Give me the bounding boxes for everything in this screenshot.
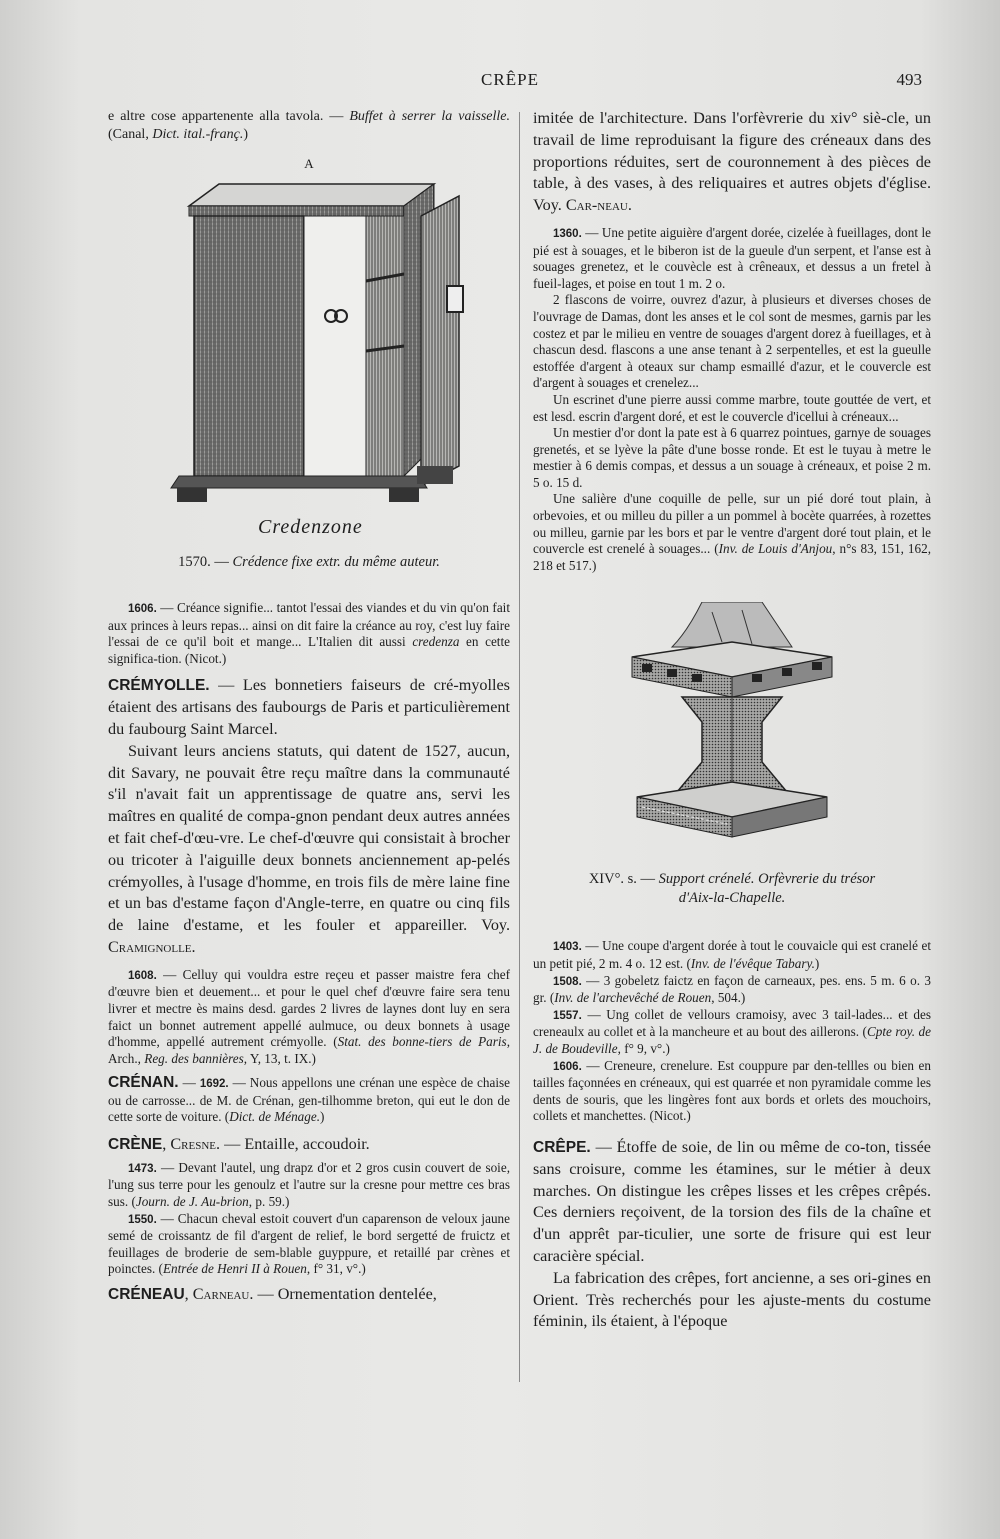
entry-1557: 1557. — Ung collet de vellours cramoisy, avec 3 tail-lades... et des creneaulx au collet et à la mancheure et au bout des aillerons. (Cpte roy. de J. de Boudeville, f° 9, v°.) xyxy=(533,1006,931,1057)
credence-cabinet-illustration xyxy=(149,176,469,516)
entry-1360: 1360. — Une petite aiguière d'argent dorée, cizelée à fueillages, dont le pié est à souages, et le biberon ist de la gueule d'un serpent, et l'anse est à souages grenetez, et le couvècle est à crêneaux, et dessus a un fretel à fueil-lages, et poise en tout 1 m. 2 o. xyxy=(533,224,931,291)
entry-1403: 1403. — Une coupe d'argent dorée à tout le couvaicle qui est cranelé et un petit pié, 2 m. 4 o. 12 est. (Inv. de l'évêque Tabary.) xyxy=(533,938,931,972)
figure-inscription: Credenzone xyxy=(258,516,363,538)
intro-paragraph: e altre cose appartenente alla tavola. — Buffet à serrer la vaisselle. (Canal, Dict. ital.-franç.) xyxy=(108,109,510,142)
headword-creneau: CRÉNEAU, Carneau. — Ornementation dentelée, xyxy=(108,1285,437,1304)
crepe-paragraph: La fabrication des crêpes, fort ancienne, a ses ori-gines en Orient. Très recherchés pour les ajuste-ments du costume féminin, ils étaient, à l'époque xyxy=(533,1268,931,1331)
figure-caption-support: XIV°. s. — Support crénelé. Orfèvrerie du trésor xyxy=(588,871,876,888)
cremyolle-paragraph: Suivant leurs anciens statuts, qui datent de 1527, aucun, dit Savary, ne pouvait être reçu maître dans la communauté s'il n'avait fait un apprentissage de quatre ans, servi les maîtres en qualité de compa-gnon pendant deux autres années et fait chef-d'œu-vre. Le chef-d'œuvre qui consistait à brocher ou tricoter à l'aiguille deux bonnets anciennement ap-pelés crémyolles, à l'usage d'homme, en trois fils de mère laine fine et un bas d'estame façon d'Angle-terre, en quatre ou cinq fils de laine d'estame, et les fouler et appareiller. Voy. Cramignolle. xyxy=(108,741,510,956)
entry-1606-left: 1606. — Créance signifie... tantot l'essai des viandes et du vin qu'on fait aux princes à leurs repas... ainsi on dit faire la créance au roy, c'est luy faire l'essai de ce qu'il boit et mange... L'Italien dit aussi credenza en cette significa-tion. (Nicot.) xyxy=(108,600,510,666)
entry-1606-right: 1606. — Creneure, crenelure. Est couppure par den-tellles ou bien en tailles façonnées en créneaux, qui est quarrée et non pyramidale comme les dents de souris, que les lingères font aux bords et orlets des mouchoirs, collets et manchettes. (Nicot.) xyxy=(533,1057,931,1124)
crenellated-support-illustration xyxy=(612,602,852,852)
left-column xyxy=(108,108,510,1306)
right-column xyxy=(533,108,931,1333)
entry-1608: 1608. — Celluy qui vouldra estre reçeu et passer maistre fera chef d'œuvre bien et deuement... et pour le quel chef d'œuvre faire sera tenu livrer et mectre ès mains desd. gardes 2 livres de laynes dont luy en sera faict un bonnet autrement appellé aulmuce, ou deux bonnets à usage d'homme, appellé autrement crémyolle. (Stat. des bonne-tiers de Paris, Arch., Reg. des bannières, Y, 13, t. IX.) xyxy=(108,966,510,1066)
entry-1550: 1550. — Chacun cheval estoit couvert d'un caparenson de veloux jaune semé de croissantz de fil d'argent de relief, le bord sergetté de fruictz et feuillages de broderie de sem-blable guyppure, et retaillé par crènes et poinctes. (Entrée de Henri II à Rouen, f° 31, v°.) xyxy=(108,1210,510,1277)
creneau-continuation: imitée de l'architecture. Dans l'orfèvrerie du xiv° siè-cle, un travail de lime reproduisant la figure des créneaux dans des proportions réduites, sert de couronnement à des pièces de table, à des vases, à des reliquaires et autres objets d'église. Voy. Car-neau. xyxy=(533,109,931,215)
entry-1473: 1473. — Devant l'autel, ung drapz d'or et 2 gros cusin couvert de soie, l'ung sus terre pour les genoulz et l'autre sur la cresne pour mettre ces bras sus. (Journ. de J. Au-brion, p. 59.) xyxy=(108,1159,510,1210)
headword-cremyolle: CRÉMYOLLE. — Les bonnetiers faiseurs de cré-myolles étaient des artisans des faubourgs de Paris et particulièrement du faubourg Saint Marcel. xyxy=(108,676,510,738)
headword-crenan: CRÉNAN. — 1692. — Nous appellons une crénan une espèce de chaise ou de carrosse... de M. de Crénan, gen-tilhomme breton, qui eut le don de cette sorte de voiture. (Dict. de Ménage.) xyxy=(108,1074,511,1125)
entry-1508: 1508. — 3 gobeletz faictz en façon de carneaux, pes. ens. 5 m. 6 o. 3 gr. (Inv. de l'archevêché de Rouen, 504.) xyxy=(533,972,931,1006)
quote-escrinet: Un escrinet d'une pierre aussi comme marbre, toute gouttée de vert, et est lesd. escrin d'argent doré, et est le couvercle d'icellui à créneaux... xyxy=(533,391,931,424)
quote-flascons: 2 flascons de voirre, ouvrez d'azur, à plusieurs et diverses choses de l'ouvrage de Damas, dont les anses et le col sont de mesmes, garnis par les costez et par le milieu en ventre de souages d'argent dorez à fueillages, et à chascun desd. flascons a une anse tenant à 2 serpentelles, et est la gueulle estoffée d'argent à oteaux sur champ esmaillé d'azur, et le couvercle est d'argent à souages et crenelez... xyxy=(533,292,931,391)
quote-mestier: Un mestier d'or dont la pate est à 6 quarrez pointues, garnye de souages grenetés, et se lyève la pâte d'une bosse ronde. Et est le tuyau à metre le mestier à 6 demis compas, et dessus a un souage à créneaux, et poise 2 m. 5 o. 15 d. xyxy=(533,425,931,490)
column-rule xyxy=(519,112,520,1382)
headword-crene: CRÈNE, Cresne. — Entaille, accoudoir. xyxy=(108,1135,370,1154)
page-number: 493 xyxy=(896,70,922,89)
figure-letter: A xyxy=(304,156,314,171)
headword-crepe: CRÊPE. — Étoffe de soie, de lin ou même de co-ton, tissée sans croisure, comme les étamines, sur le métier à deux marches. On distingue les crêpes lisses et les crêpes crêpés. Ces derniers reçoivent, de la torsion des fils de la chaîne et d'un apprêt par-ticulier, une sorte de frisure qui est leur caracière spécial. xyxy=(533,1137,931,1265)
quote-saliere: Une salière d'une coquille de pelle, sur un pié doré tout plain, à orbevoies, et ou milleu du piller a un pommel à bocète quarrées, à rozettes ou milleu, garnie par les bors et par le ventre d'argent doré tout plain, et le couvercle est crenelé à souages... (Inv. de Louis d'Anjou, n°s 83, 151, 162, 218 et 517.) xyxy=(533,491,932,573)
figure-caption: 1570. — Crédence fixe extr. du même auteur. xyxy=(178,554,440,570)
figure-caption-support-line2: d'Aix-la-Chapelle. xyxy=(678,890,786,907)
running-head: CRÊPE xyxy=(481,70,539,89)
